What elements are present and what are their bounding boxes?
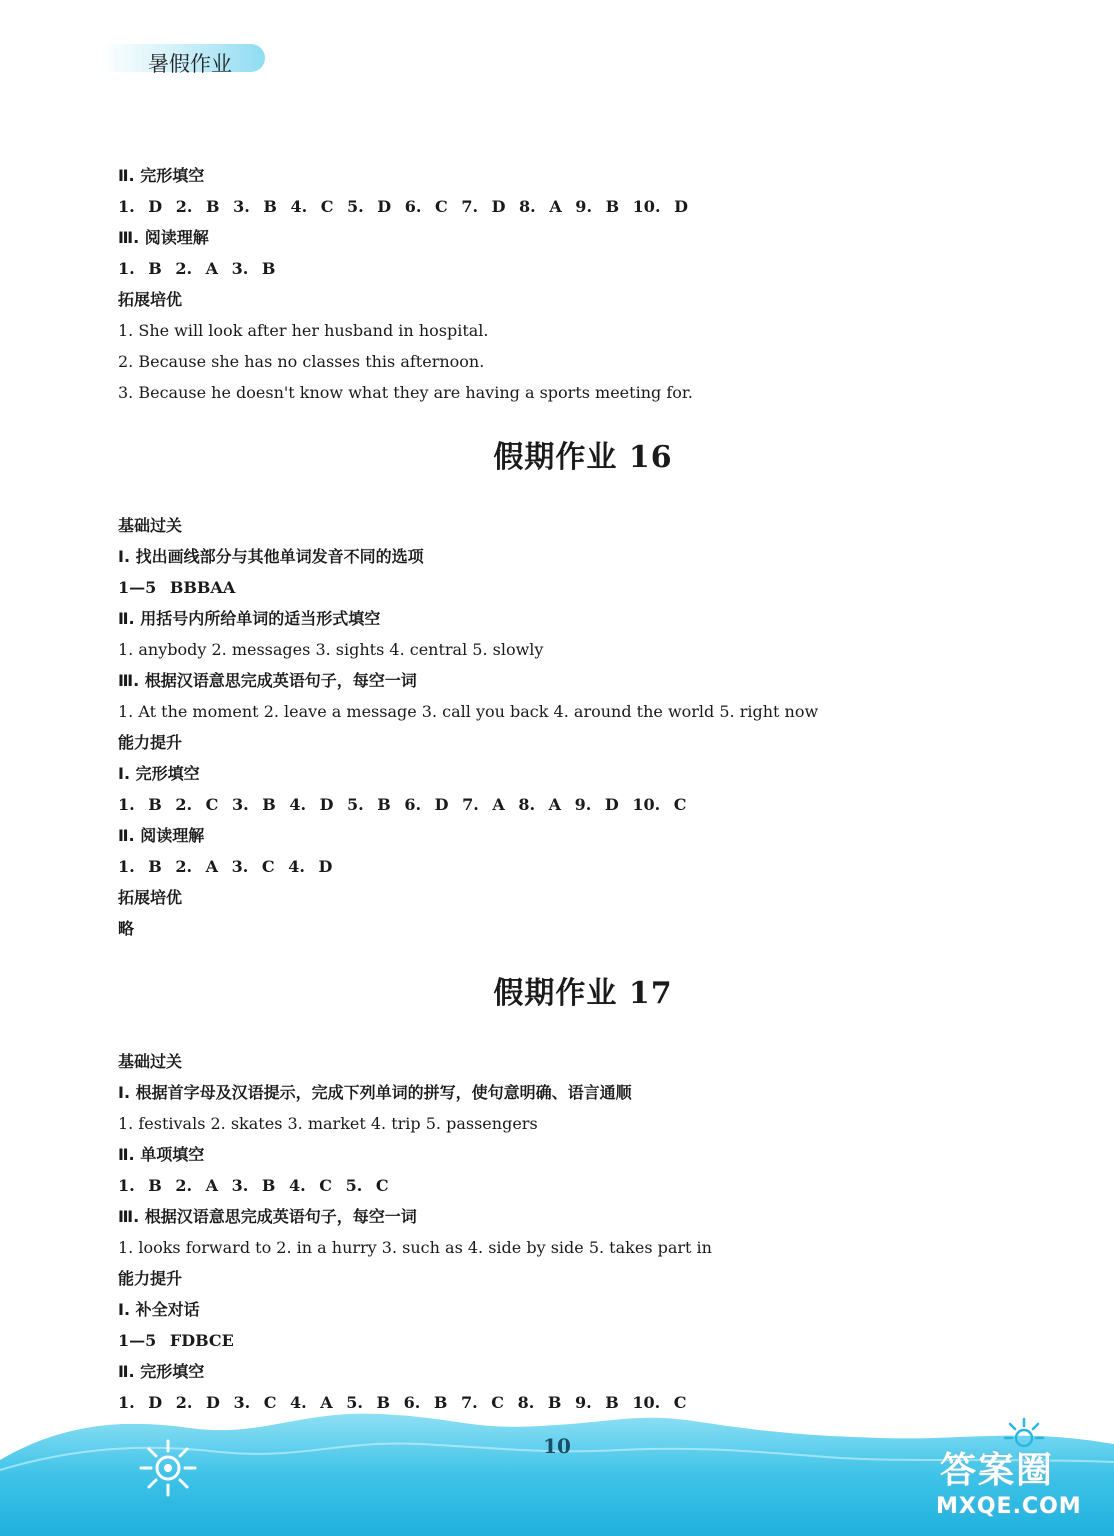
line-text: 1. anybody 2. messages 3. sights 4. central 5. slowly bbox=[118, 640, 544, 659]
watermark-site: MXQE.COM bbox=[936, 1494, 1082, 1519]
line-heading: Ⅱ. 阅读理解 bbox=[118, 826, 205, 845]
line-answers: 1. B 2. A 3. C 4. D bbox=[118, 857, 333, 876]
line-heading: 基础过关 bbox=[118, 516, 183, 535]
line-text: 3. Because he doesn't know what they are having a sports meeting for. bbox=[118, 383, 693, 402]
line-heading: 略 bbox=[118, 919, 135, 938]
section-title: 假期作业 16 bbox=[493, 440, 673, 475]
line-heading: Ⅱ. 用括号内所给单词的适当形式填空 bbox=[118, 609, 381, 628]
line-text: 1. looks forward to 2. in a hurry 3. such as 4. side by side 5. takes part in bbox=[118, 1238, 712, 1257]
watermark-logo: 答案圈 bbox=[940, 1450, 1055, 1491]
line-answers: 1—5 FDBCE bbox=[118, 1331, 234, 1350]
line-heading: Ⅰ. 找出画线部分与其他单词发音不同的选项 bbox=[118, 547, 424, 566]
line-answers: 1. B 2. A 3. B 4. C 5. C bbox=[118, 1176, 389, 1195]
line-heading: 基础过关 bbox=[118, 1052, 183, 1071]
line-heading: 拓展培优 bbox=[118, 888, 183, 907]
header-label: 暑假作业 bbox=[148, 52, 232, 76]
line-text: 1. festivals 2. skates 3. market 4. trip 5. passengers bbox=[118, 1114, 538, 1133]
section-title: 假期作业 17 bbox=[493, 976, 673, 1011]
line-text: 1. She will look after her husband in hospital. bbox=[118, 321, 489, 340]
line-heading: 拓展培优 bbox=[118, 290, 183, 309]
line-heading: Ⅱ. 单项填空 bbox=[118, 1145, 205, 1164]
line-heading: Ⅰ. 根据首字母及汉语提示，完成下列单词的拼写，使句意明确、语言通顺 bbox=[118, 1083, 632, 1102]
line-answers: 1. D 2. B 3. B 4. C 5. D 6. C 7. D 8. A 9. B 10. D bbox=[118, 197, 688, 216]
line-answers: 1. B 2. A 3. B bbox=[118, 259, 276, 278]
line-answers: 1. D 2. D 3. C 4. A 5. B 6. B 7. C 8. B 9. B 10. C bbox=[118, 1393, 687, 1412]
line-text: 1. At the moment 2. leave a message 3. call you back 4. around the world 5. right now bbox=[118, 702, 819, 721]
page-number: 10 bbox=[543, 1434, 571, 1458]
line-heading: Ⅲ. 根据汉语意思完成英语句子，每空一词 bbox=[118, 1207, 417, 1226]
line-text: 2. Because she has no classes this afternoon. bbox=[118, 352, 485, 371]
line-heading: Ⅰ. 完形填空 bbox=[118, 764, 200, 783]
line-heading: Ⅲ. 根据汉语意思完成英语句子，每空一词 bbox=[118, 671, 417, 690]
watermark bbox=[932, 1436, 1102, 1526]
answer-content bbox=[118, 160, 1018, 1418]
line-answers: 1. B 2. C 3. B 4. D 5. B 6. D 7. A 8. A 9. D 10. C bbox=[118, 795, 687, 814]
line-heading: Ⅱ. 完形填空 bbox=[118, 166, 205, 185]
line-heading: Ⅱ. 完形填空 bbox=[118, 1362, 205, 1381]
line-heading: 能力提升 bbox=[118, 733, 183, 752]
line-answers: 1—5 BBBAA bbox=[118, 578, 236, 597]
line-heading: Ⅲ. 阅读理解 bbox=[118, 228, 209, 247]
line-heading: Ⅰ. 补全对话 bbox=[118, 1300, 200, 1319]
line-heading: 能力提升 bbox=[118, 1269, 183, 1288]
